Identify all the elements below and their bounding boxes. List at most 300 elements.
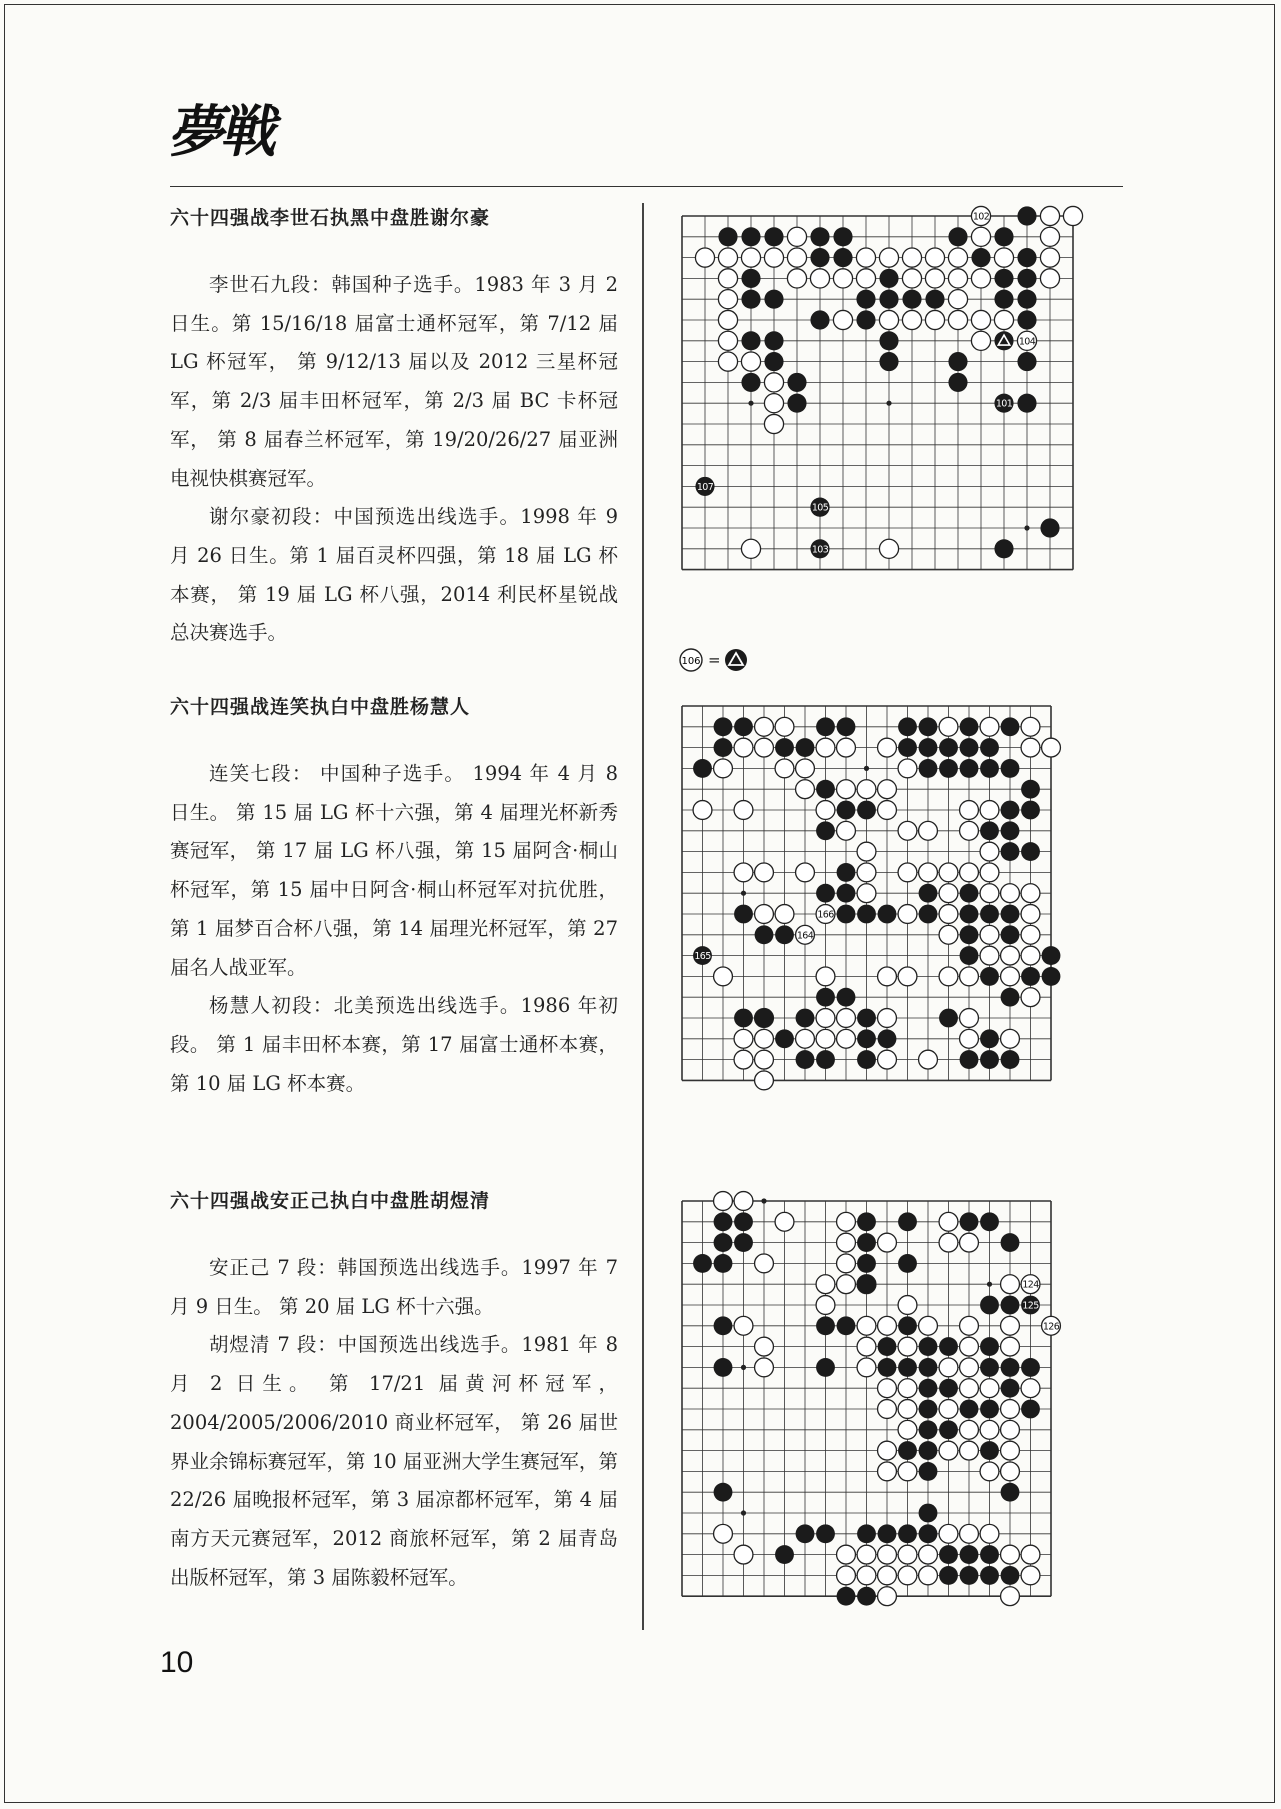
white-stone [833,310,852,329]
black-stone [980,1296,999,1315]
white-stone [837,1212,856,1231]
white-stone [857,842,876,861]
black-stone [1001,905,1020,924]
white-stone [898,1400,917,1419]
star-point [741,891,746,896]
white-stone [1021,884,1040,903]
white-stone [939,925,958,944]
black-stone [925,290,944,309]
white-stone [775,759,794,778]
white-stone [734,1029,753,1048]
white-stone [796,759,815,778]
black-stone [796,738,815,757]
black-stone [902,290,921,309]
white-stone [925,269,944,288]
white-stone [1001,946,1020,965]
black-stone [1021,801,1040,820]
white-stone [810,269,829,288]
black-stone [714,738,733,757]
white-stone [939,1212,958,1231]
column-divider [642,203,644,1630]
black-stone [816,988,835,1007]
black-stone [816,821,835,840]
go-diagram-1 [670,200,1120,650]
white-stone [878,1050,897,1069]
white-stone [837,780,856,799]
white-stone [796,780,815,799]
white-stone [919,1050,938,1069]
white-stone [878,1566,897,1585]
white-stone [971,331,990,350]
black-stone [714,1254,733,1273]
logo: 夢戦 [164,99,284,165]
black-stone [1001,1566,1020,1585]
white-stone [939,967,958,986]
white-stone [971,269,990,288]
black-stone [960,1212,979,1231]
black-stone [994,227,1013,246]
white-stone [734,1316,753,1335]
move-number-label: 104 [1018,336,1036,348]
black-stone [919,905,938,924]
black-stone [939,1379,958,1398]
white-stone [1021,946,1040,965]
black-stone [898,1524,917,1543]
black-stone [1001,1379,1020,1398]
white-stone [764,248,783,267]
black-stone [837,905,856,924]
black-stone [980,1337,999,1356]
white-stone [857,780,876,799]
white-stone [960,863,979,882]
black-stone [919,1504,938,1523]
black-stone [980,759,999,778]
black-stone [816,717,835,736]
white-stone [980,717,999,736]
white-stone [1063,206,1082,225]
white-stone [898,1462,917,1481]
black-stone [919,884,938,903]
black-stone [1001,842,1020,861]
black-stone [1001,1233,1020,1252]
black-stone [980,1212,999,1231]
black-stone [919,1337,938,1356]
black-stone [878,1337,897,1356]
black-stone [810,248,829,267]
black-stone [837,801,856,820]
white-stone [857,863,876,882]
move-number-label: 105 [811,502,829,514]
black-stone [1042,967,1061,986]
black-stone [1017,310,1036,329]
section-1-paragraph-2: 谢尔豪初段：中国预选出线选手。1998 年 9 月 26 日生。第 1 届百灵杯四强，第 18 届 LG 杯本赛， 第 19 届 LG 杯八强，2014 利民杯星锐战总决赛选手。 [170,505,618,645]
black-stone [693,1254,712,1273]
move-number-label: 125 [1022,1300,1039,1312]
white-stone [925,248,944,267]
black-stone [980,821,999,840]
white-stone [764,414,783,433]
move-number-label: 164 [796,930,814,942]
black-stone [939,1420,958,1439]
black-stone [948,373,967,392]
white-stone [980,1462,999,1481]
white-stone [898,1379,917,1398]
white-stone [833,269,852,288]
white-stone [980,801,999,820]
white-stone [878,780,897,799]
white-stone [857,1358,876,1377]
black-stone [764,290,783,309]
black-stone [960,759,979,778]
white-stone [1001,1462,1020,1481]
black-stone [939,759,958,778]
white-stone [948,310,967,329]
white-stone [1021,1566,1040,1585]
black-stone [919,1462,938,1481]
white-stone [960,801,979,820]
white-stone [755,1337,774,1356]
white-stone [919,821,938,840]
black-stone [878,1358,897,1377]
white-stone [898,863,917,882]
white-stone [898,967,917,986]
white-stone [1040,227,1059,246]
white-stone [755,1071,774,1090]
white-stone [948,248,967,267]
white-stone [1021,1545,1040,1564]
white-stone [980,884,999,903]
black-stone [837,884,856,903]
black-stone [734,717,753,736]
white-stone [1001,1400,1020,1419]
white-stone [960,1337,979,1356]
white-stone [939,717,958,736]
white-stone [837,1009,856,1028]
white-stone [787,248,806,267]
section-2-paragraph-2: 杨慧人初段：北美预选出线选手。1986 年初段。 第 1 届丰田杯本赛，第 17 届富士通杯本赛，第 10 届 LG 杯本赛。 [170,994,618,1095]
black-stone [1001,717,1020,736]
white-stone [980,946,999,965]
white-stone [734,738,753,757]
black-stone [898,717,917,736]
header-rule [170,186,1123,187]
black-stone [980,738,999,757]
section-3-paragraph-2: 胡煜清 7 段：中国预选出线选手。1981 年 8 月 2 日生。 第 17/21 届黄河杯冠军， 2004/2005/2006/2010 商业杯冠军， 第 26 届世界业余锦标赛冠军，第 10 届亚洲大学生赛冠军，第 22/26 届晚报杯冠军，第 3 届凉都杯冠军，第 4 届南方天元赛冠军，2012 商旅杯冠军，第 2 届青岛出版杯冠军，第 3 届陈毅杯冠军。 [170,1333,618,1589]
black-stone [741,373,760,392]
black-stone [878,905,897,924]
white-stone [898,1420,917,1439]
black-stone [857,801,876,820]
white-stone [898,905,917,924]
white-stone [755,1254,774,1273]
black-stone [787,373,806,392]
white-stone [1021,905,1040,924]
white-stone [1001,1420,1020,1439]
white-stone [1040,248,1059,267]
white-stone [741,352,760,371]
white-stone [857,1316,876,1335]
white-stone [902,310,921,329]
black-stone [764,331,783,350]
black-stone [837,1316,856,1335]
section-3-title: 六十四强战安正己执白中盘胜胡煜清 [170,1190,491,1212]
white-stone [994,310,1013,329]
white-stone [1021,1379,1040,1398]
white-stone [816,1009,835,1028]
black-stone [898,1358,917,1377]
black-stone [898,1212,917,1231]
black-stone [856,310,875,329]
white-stone [1001,1275,1020,1294]
black-stone [734,1212,753,1231]
white-stone [980,842,999,861]
black-stone [960,1050,979,1069]
section-2-title: 六十四强战连笑执白中盘胜杨慧人 [170,696,471,718]
white-stone [879,310,898,329]
note-equals: = [708,651,721,669]
move-number-label: 103 [811,544,829,556]
white-stone [925,310,944,329]
black-stone [980,905,999,924]
black-stone [714,1483,733,1502]
white-stone [898,821,917,840]
white-stone [939,905,958,924]
white-stone [787,269,806,288]
white-stone [878,1462,897,1481]
white-stone [734,1545,753,1564]
white-stone [693,801,712,820]
black-stone [1001,988,1020,1007]
black-stone [1021,1358,1040,1377]
white-stone [960,1441,979,1460]
section-2 [170,692,618,1103]
black-stone [1021,967,1040,986]
diagram-1-note [678,648,749,672]
black-stone [980,1029,999,1048]
white-stone [980,1420,999,1439]
white-stone [837,1233,856,1252]
white-stone [816,1029,835,1048]
white-stone [960,1316,979,1335]
black-stone [1001,925,1020,944]
black-stone [939,1337,958,1356]
black-stone [693,759,712,778]
white-stone [816,967,835,986]
black-stone [718,227,737,246]
black-stone [734,1233,753,1252]
white-stone [837,1566,856,1585]
white-stone [816,801,835,820]
white-stone [939,863,958,882]
black-stone [980,1545,999,1564]
black-stone [960,925,979,944]
black-stone [980,1050,999,1069]
black-stone [919,1379,938,1398]
white-stone [714,1524,733,1543]
black-stone [714,1212,733,1231]
white-stone [960,1420,979,1439]
note-white-stone-icon [678,648,706,672]
white-stone [898,759,917,778]
black-stone [960,738,979,757]
black-stone [1001,1483,1020,1502]
white-stone [960,967,979,986]
star-point [1024,525,1029,530]
white-stone [856,248,875,267]
black-stone [898,738,917,757]
black-stone [796,1009,815,1028]
white-stone [718,331,737,350]
black-stone [857,1212,876,1231]
white-stone [837,1275,856,1294]
section-1-paragraph-1: 李世石九段：韩国种子选手。1983 年 3 月 2 日生。第 15/16/18 届富士通杯冠军，第 7/12 届 LG 杯冠军， 第 9/12/13 届以及 2012 三星杯冠军，第 2/3 届丰田杯冠军，第 2/3 届 BC 卡杯冠军， 第 8 届春兰杯冠军，第 19/20/26/27 届亚洲电视快棋赛冠军。 [170,273,618,490]
black-stone [764,352,783,371]
star-point [748,401,753,406]
black-stone [857,905,876,924]
black-stone [764,227,783,246]
black-stone [960,905,979,924]
black-stone [919,1441,938,1460]
white-stone [878,1233,897,1252]
black-stone [980,1441,999,1460]
white-stone [960,821,979,840]
white-stone [755,863,774,882]
white-stone [714,759,733,778]
black-stone [879,290,898,309]
white-stone [857,1566,876,1585]
white-stone [718,269,737,288]
white-stone [837,1545,856,1564]
black-stone [833,248,852,267]
white-stone [718,310,737,329]
black-stone [1001,821,1020,840]
black-stone [980,1566,999,1585]
black-stone [714,1233,733,1252]
black-stone [755,1009,774,1028]
star-point [864,766,869,771]
black-stone [898,1316,917,1335]
white-stone [695,248,714,267]
white-stone [1001,884,1020,903]
black-stone [879,331,898,350]
black-stone [816,1316,835,1335]
white-stone [734,1192,753,1211]
black-stone [1017,352,1036,371]
white-stone [939,1441,958,1460]
black-stone [775,1545,794,1564]
white-stone [1021,925,1040,944]
white-stone [902,248,921,267]
white-stone [919,863,938,882]
black-stone [796,1524,815,1543]
black-stone [960,1566,979,1585]
white-stone [960,1009,979,1028]
white-stone [1021,988,1040,1007]
white-stone [837,821,856,840]
section-2-paragraph-1: 连笑七段： 中国种子选手。 1994 年 4 月 8 日生。 第 15 届 LG 杯十六强，第 4 届理光杯新秀赛冠军， 第 17 届 LG 杯八强，第 15 届阿含·桐山杯冠军，第 15 届中日阿含·桐山杯冠军对抗优胜， 第 1 届梦百合杯八强，第 14 届理光杯冠军，第 27 届名人战亚军。 [170,762,618,979]
black-stone [898,1441,917,1460]
black-stone [833,227,852,246]
section-1-title: 六十四强战李世石执黑中盘胜谢尔豪 [170,207,491,229]
black-stone [816,1358,835,1377]
white-stone [1001,1545,1020,1564]
move-number-label: 102 [972,211,990,223]
white-stone [919,1566,938,1585]
white-stone [980,1524,999,1543]
white-stone [714,1192,733,1211]
star-point [886,401,891,406]
black-stone [1017,248,1036,267]
white-stone [878,1379,897,1398]
black-stone [960,946,979,965]
black-stone [856,290,875,309]
black-stone [948,352,967,371]
black-stone [734,905,753,924]
black-stone [878,1029,897,1048]
white-stone [939,1233,958,1252]
white-stone [775,1212,794,1231]
black-stone [857,1254,876,1273]
black-stone [741,269,760,288]
white-stone [837,1029,856,1048]
black-stone [816,1050,835,1069]
white-stone [1040,206,1059,225]
white-stone [718,290,737,309]
white-stone [734,801,753,820]
move-number-label: 165 [694,951,711,963]
black-stone [994,269,1013,288]
white-stone [741,539,760,558]
black-stone [714,717,733,736]
white-stone [1001,1441,1020,1460]
white-stone [939,1400,958,1419]
white-stone [1001,1587,1020,1606]
black-stone [857,1524,876,1543]
move-number-label: 107 [696,481,714,493]
black-stone [919,1358,938,1377]
black-stone [775,1029,794,1048]
black-stone [837,988,856,1007]
black-stone [960,717,979,736]
black-stone [980,1358,999,1377]
white-stone [755,1050,774,1069]
black-stone [960,1545,979,1564]
white-stone [755,1358,774,1377]
black-stone [816,884,835,903]
white-stone [775,905,794,924]
white-stone [879,248,898,267]
white-stone [948,290,967,309]
black-stone [1017,206,1036,225]
star-point [741,1365,746,1370]
black-stone [1017,269,1036,288]
white-stone [939,1358,958,1377]
white-stone [878,1009,897,1028]
white-stone [919,1316,938,1335]
white-stone [1001,967,1020,986]
white-stone [960,1029,979,1048]
white-stone [714,967,733,986]
move-number-label: 126 [1042,1321,1060,1333]
white-stone [857,1545,876,1564]
white-stone [1001,1316,1020,1335]
white-stone [755,905,774,924]
black-stone [857,1275,876,1294]
go-diagram-3 [670,1185,1120,1645]
move-number-label: 124 [1022,1279,1039,1291]
white-stone [878,801,897,820]
note-move-label: 106 [681,656,701,667]
